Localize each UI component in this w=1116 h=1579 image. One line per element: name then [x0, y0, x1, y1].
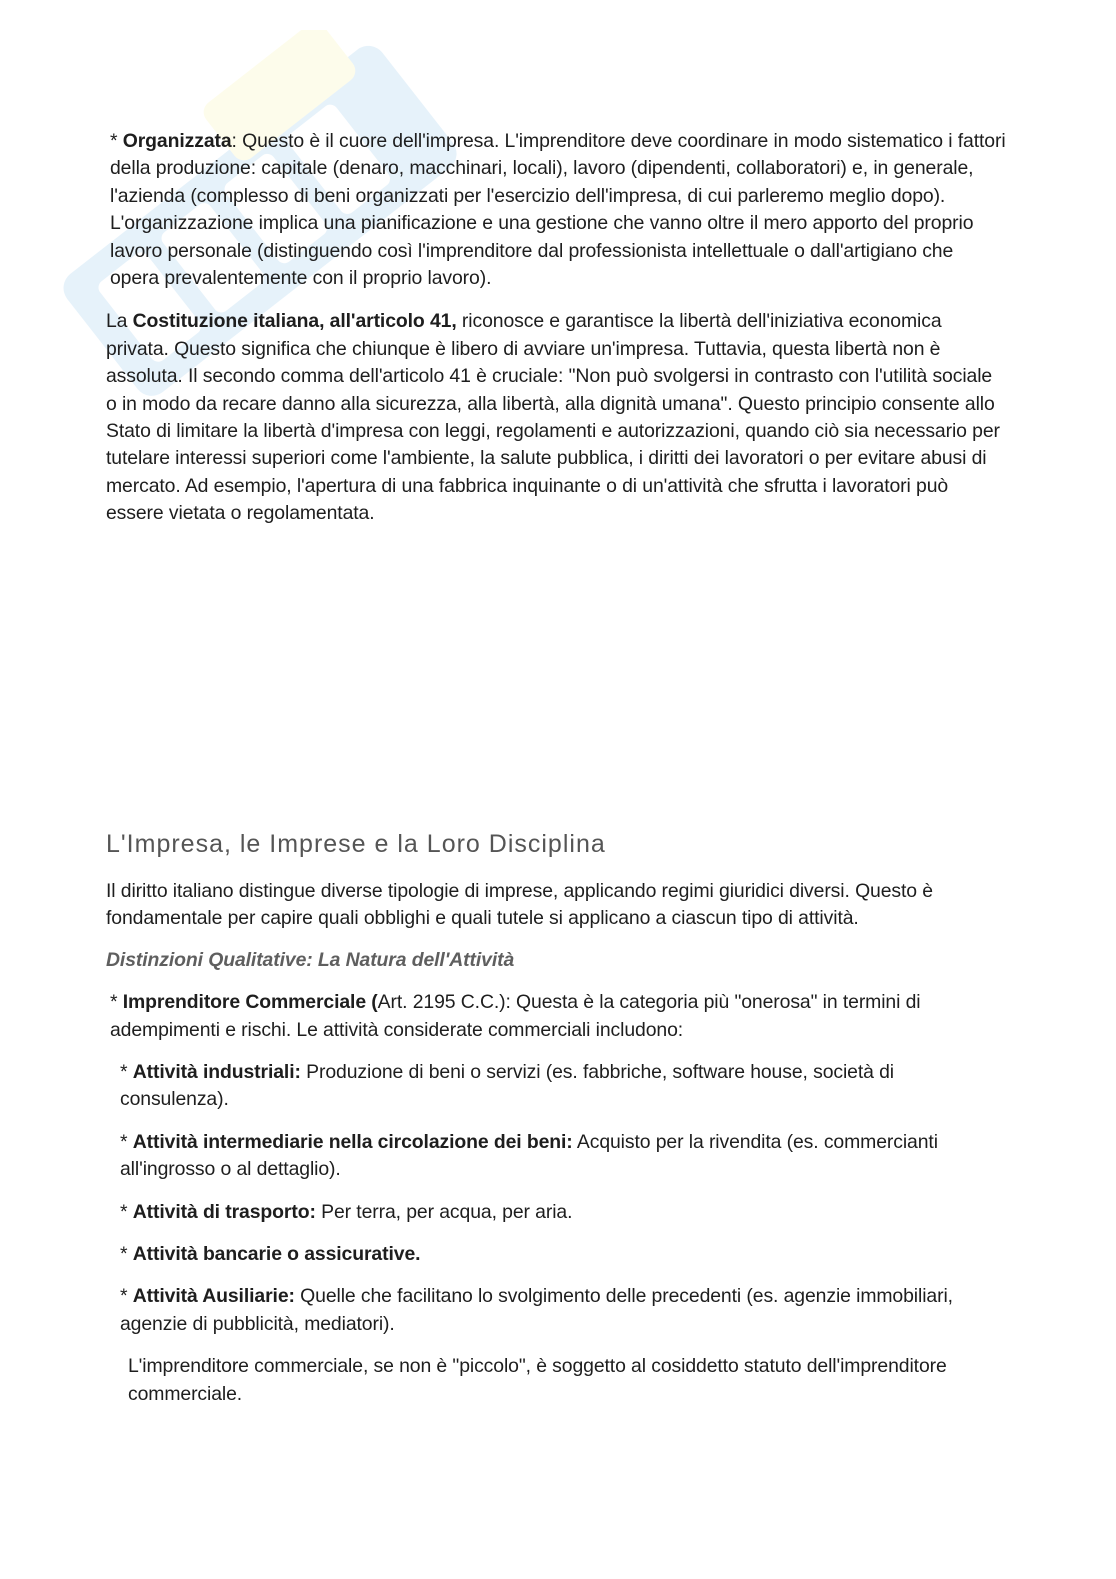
- term-costituzione: Costituzione italiana, all'articolo 41,: [132, 310, 457, 333]
- list-item: [106, 1199, 1006, 1226]
- paragraph-text: Art. 2195 C.C.): Questa è la categoria più "onerosa" in termini di adempimenti e rischi. Le attività considerate commerciali includono:: [110, 991, 921, 1041]
- bullet-prefix: *: [120, 1061, 133, 1084]
- paragraph-costituzione: [106, 308, 1006, 527]
- paragraph-prefix: La: [106, 310, 133, 333]
- subheading-distinzioni: Distinzioni Qualitative: La Natura dell'Attività: [106, 948, 515, 971]
- closing-paragraph: L'imprenditore commerciale, se non è "piccolo", è soggetto al cosiddetto statuto dell'imprenditore commerciale.: [128, 1355, 947, 1405]
- section-heading: L'Impresa, le Imprese e la Loro Disciplina: [106, 830, 606, 858]
- paragraph-imprenditore-commerciale: [106, 989, 1006, 1044]
- section-imprese: [106, 878, 1006, 1408]
- bullet-prefix: *: [120, 1130, 133, 1153]
- list-item-term: Attività intermediarie nella circolazione dei beni:: [132, 1130, 573, 1153]
- paragraph-text: riconosce e garantisce la libertà dell'iniziativa economica privata. Questo significa che chiunque è libero di avviare un'impresa. Tuttavia, questa libertà non è assoluta. Il secondo comma dell'articolo 41 è cruciale: "Non può svolgersi in contrasto con l'utilità sociale o in modo da recare danno alla sicurezza, alla libertà, alla dignità umana". Questo principio consente allo Stato di limitare la libertà d'impresa con leggi, regolamenti e autorizzazioni, quando ciò sia necessario per tutelare interessi superiori come l'ambiente, la salute pubblica, i diritti dei lavoratori o per evitare abusi di mercato. Ad esempio, l'apertura di una fabbrica inquinante o di un'attività che sfrutta i lavoratori può essere vietata o regolamentata.: [106, 310, 1000, 525]
- list-item: [106, 1129, 1006, 1184]
- list-item-term: Attività bancarie o assicurative.: [132, 1243, 421, 1266]
- list-item-term: Attività di trasporto:: [132, 1200, 316, 1223]
- bullet-prefix: *: [110, 130, 123, 152]
- paragraph-text: : Questo è il cuore dell'impresa. L'imprenditore deve coordinare in modo sistematico i fattori della produzione: capitale (denaro, macchinari, locali), lavoro (dipendenti, collaboratori) e, in generale, l'azienda (complesso di beni organizzati per l'esercizio dell'impresa, di cui parleremo meglio dopo). L'organizzazione implica una pianificazione e una gestione che vanno oltre il mero apporto del proprio lavoro personale (distinguendo così l'imprenditore dal professionista intellettuale o dall'artigiano che opera prevalentemente con il proprio lavoro).: [110, 130, 1006, 290]
- list-item-term: Attività industriali:: [132, 1061, 301, 1084]
- bullet-prefix: *: [120, 1285, 133, 1308]
- list-item: [106, 1283, 1006, 1338]
- list-item: [106, 1241, 1006, 1268]
- bullet-prefix: *: [120, 1243, 133, 1266]
- list-item-text: Quelle che facilitano lo svolgimento delle precedenti (es. agenzie immobiliari, agenzie di pubblicità, mediatori).: [120, 1285, 953, 1335]
- bullet-prefix: *: [120, 1200, 133, 1223]
- bullet-prefix: *: [110, 991, 123, 1014]
- list-item-term: Attività Ausiliarie:: [132, 1285, 295, 1308]
- term-imprenditore-commerciale: Imprenditore Commerciale (: [122, 991, 378, 1014]
- list-item-text: Per terra, per acqua, per aria.: [315, 1200, 573, 1223]
- list-item: [106, 1059, 1006, 1114]
- list-item-text: Acquisto per la rivendita (es. commercianti all'ingrosso o al dettaglio).: [120, 1130, 938, 1181]
- list-item-text: Produzione di beni o servizi (es. fabbriche, software house, società di consulenza).: [120, 1061, 895, 1111]
- term-organizzata: Organizzata: [122, 130, 232, 152]
- section-organizzazione: [106, 128, 1006, 528]
- paragraph-organizzata: [106, 128, 1006, 292]
- intro-paragraph: Il diritto italiano distingue diverse tipologie di imprese, applicando regimi giuridici diversi. Questo è fondamentale per capire quali obblighi e quali tutele si applicano a ciascun tipo di attività.: [106, 880, 933, 930]
